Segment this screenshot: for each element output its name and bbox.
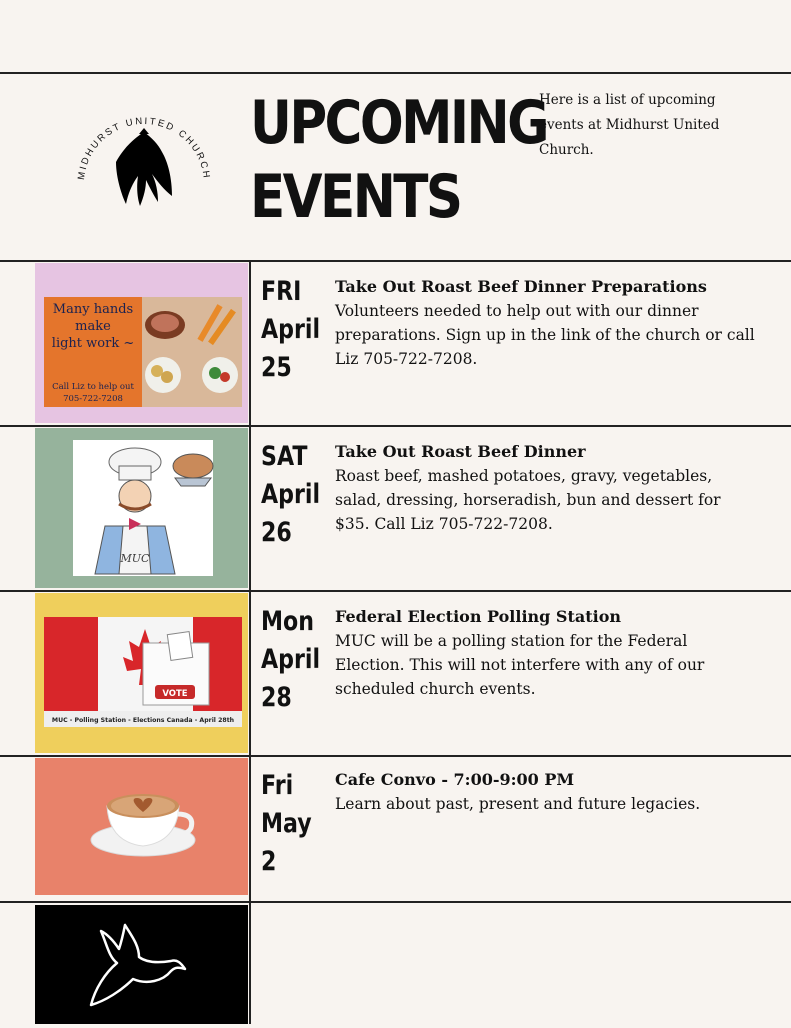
event-heading: Take Out Roast Beef Dinner Preparations (335, 277, 707, 296)
image-text-line1: Many hands (52, 302, 134, 317)
event-image-coffee (35, 758, 248, 895)
event-date-2: SAT April 26 (261, 441, 321, 548)
apron-text: MUC (120, 552, 150, 565)
event-description: Learn about past, present and future legacies. (335, 795, 701, 813)
divider-vertical (249, 260, 251, 1024)
divider-row-4 (0, 901, 791, 903)
image-text-line5: 705-722-7208 (63, 394, 123, 404)
church-name-arc: MIDHURST UNITED CHURCH (76, 115, 212, 181)
coffee-cup-icon (35, 758, 248, 895)
divider-top (0, 72, 791, 74)
event-description: Roast beef, mashed potatoes, gravy, vegetables, salad, dressing, horseradish, bun and dessert for $35. Call Liz 705-722-7208. (335, 467, 721, 533)
event-image-election (35, 593, 248, 753)
intro-text: Here is a list of upcoming events at Midhurst United Church. (539, 92, 720, 158)
event-1 (335, 275, 755, 371)
event-image-dinner (35, 428, 248, 588)
event-image-dinner-prep (35, 263, 248, 423)
event-heading: Cafe Convo - 7:00-9:00 PM (335, 770, 575, 789)
vote-box-label: VOTE (162, 689, 188, 699)
dove-outline-icon (35, 905, 248, 1024)
church-logo (72, 100, 216, 210)
event-heading: Take Out Roast Beef Dinner (335, 442, 586, 461)
image-text-line2: make (75, 319, 111, 334)
event-4 (335, 768, 755, 816)
event-heading: Federal Election Polling Station (335, 607, 621, 626)
event-date-1: FRI April 25 (261, 276, 321, 383)
event-description: MUC will be a polling station for the Federal Election. This will not interfere with any of our scheduled church events. (335, 632, 705, 698)
page-title: UPCOMING EVENTS (250, 88, 547, 232)
event-3 (335, 605, 755, 701)
event-date-3: Mon April 28 (261, 606, 321, 713)
event-2 (335, 440, 755, 536)
divider-header (0, 260, 791, 262)
event-date-4: Fri May 2 (261, 770, 312, 877)
divider-row-2 (0, 590, 791, 592)
dove-panel (35, 905, 248, 1024)
image-text-line3: light work ~ (51, 336, 135, 351)
image-caption: MUC - Polling Station - Elections Canada - April 28th (51, 717, 235, 724)
divider-row-1 (0, 425, 791, 427)
dove-icon (116, 128, 172, 206)
divider-row-3 (0, 755, 791, 757)
image-text-line4: Call Liz to help out (52, 382, 134, 392)
event-description: Volunteers needed to help out with our dinner preparations. Sign up in the link of the church or call Liz 705-722-7208. (335, 302, 755, 368)
